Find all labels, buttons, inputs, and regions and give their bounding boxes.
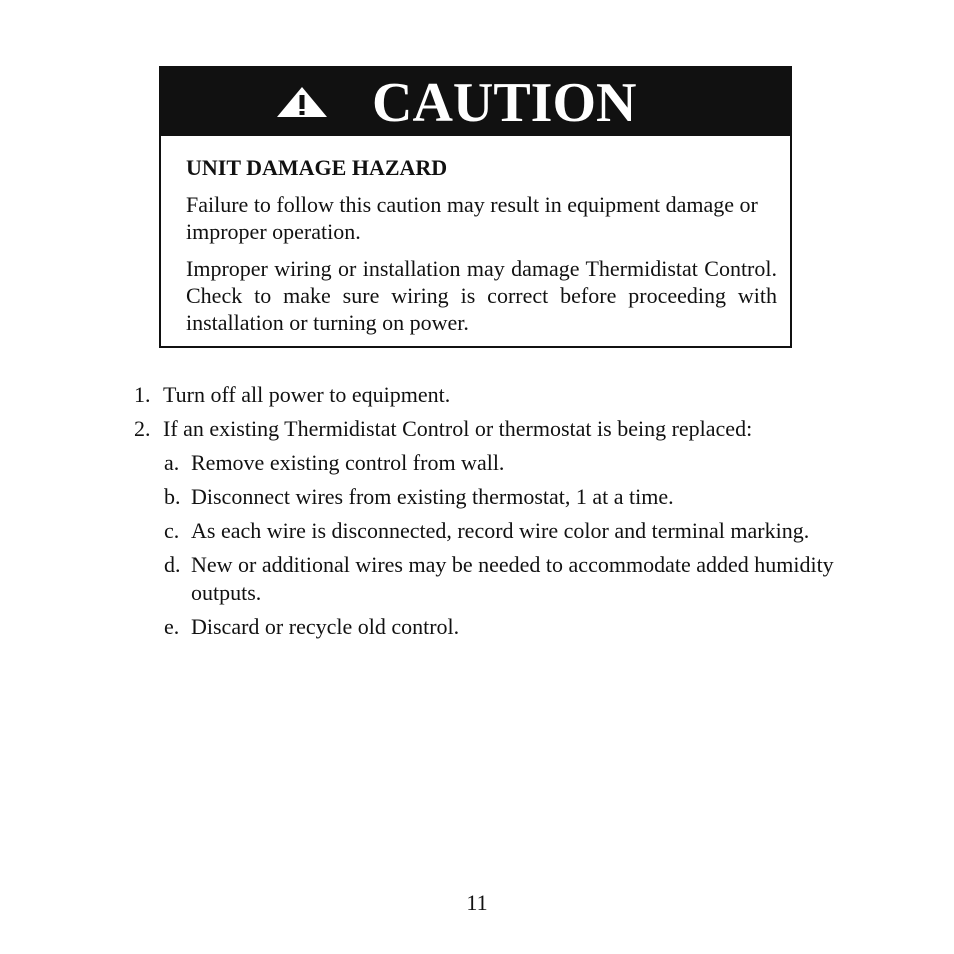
substep-letter: d.	[164, 552, 181, 577]
substep-letter: e.	[164, 614, 180, 639]
caution-paragraph: Improper wiring or installation may damage Thermidistat Control. Check to make sure wiring is correct before proceeding with installation or turning on power.	[186, 256, 777, 335]
step-text: Turn off all power to equipment.	[163, 382, 451, 407]
step-number: 2.	[134, 416, 151, 441]
step-text: If an existing Thermidistat Control or thermostat is being replaced:	[163, 416, 753, 441]
step-item	[134, 415, 874, 443]
step-number: 1.	[134, 382, 151, 407]
caution-header	[161, 68, 790, 136]
caution-body	[186, 154, 777, 346]
substep-letter: c.	[164, 518, 180, 543]
substep-letter: b.	[164, 484, 181, 509]
substep-item	[134, 551, 874, 607]
hazard-title: UNIT DAMAGE HAZARD	[186, 155, 448, 180]
substep-text: Disconnect wires from existing thermostat, 1 at a time.	[191, 484, 674, 509]
instruction-list	[134, 381, 874, 647]
substep-text: New or additional wires may be needed to accommodate added humidity outputs.	[191, 552, 834, 605]
substep-text: Remove existing control from wall.	[191, 450, 505, 475]
substep-item	[134, 483, 874, 511]
caution-paragraph: Failure to follow this caution may result in equipment damage or improper operation.	[186, 192, 758, 244]
substep-item	[134, 449, 874, 477]
page-number: 11	[466, 890, 488, 915]
substep-item	[134, 517, 874, 545]
substep-item	[134, 613, 874, 641]
warning-triangle-icon	[275, 85, 329, 119]
caution-box	[159, 66, 792, 348]
substep-text: As each wire is disconnected, record wire color and terminal marking.	[191, 518, 810, 543]
substep-letter: a.	[164, 450, 180, 475]
substep-list	[134, 449, 874, 641]
substep-text: Discard or recycle old control.	[191, 614, 460, 639]
step-item	[134, 381, 874, 409]
caution-title: CAUTION	[372, 72, 637, 134]
